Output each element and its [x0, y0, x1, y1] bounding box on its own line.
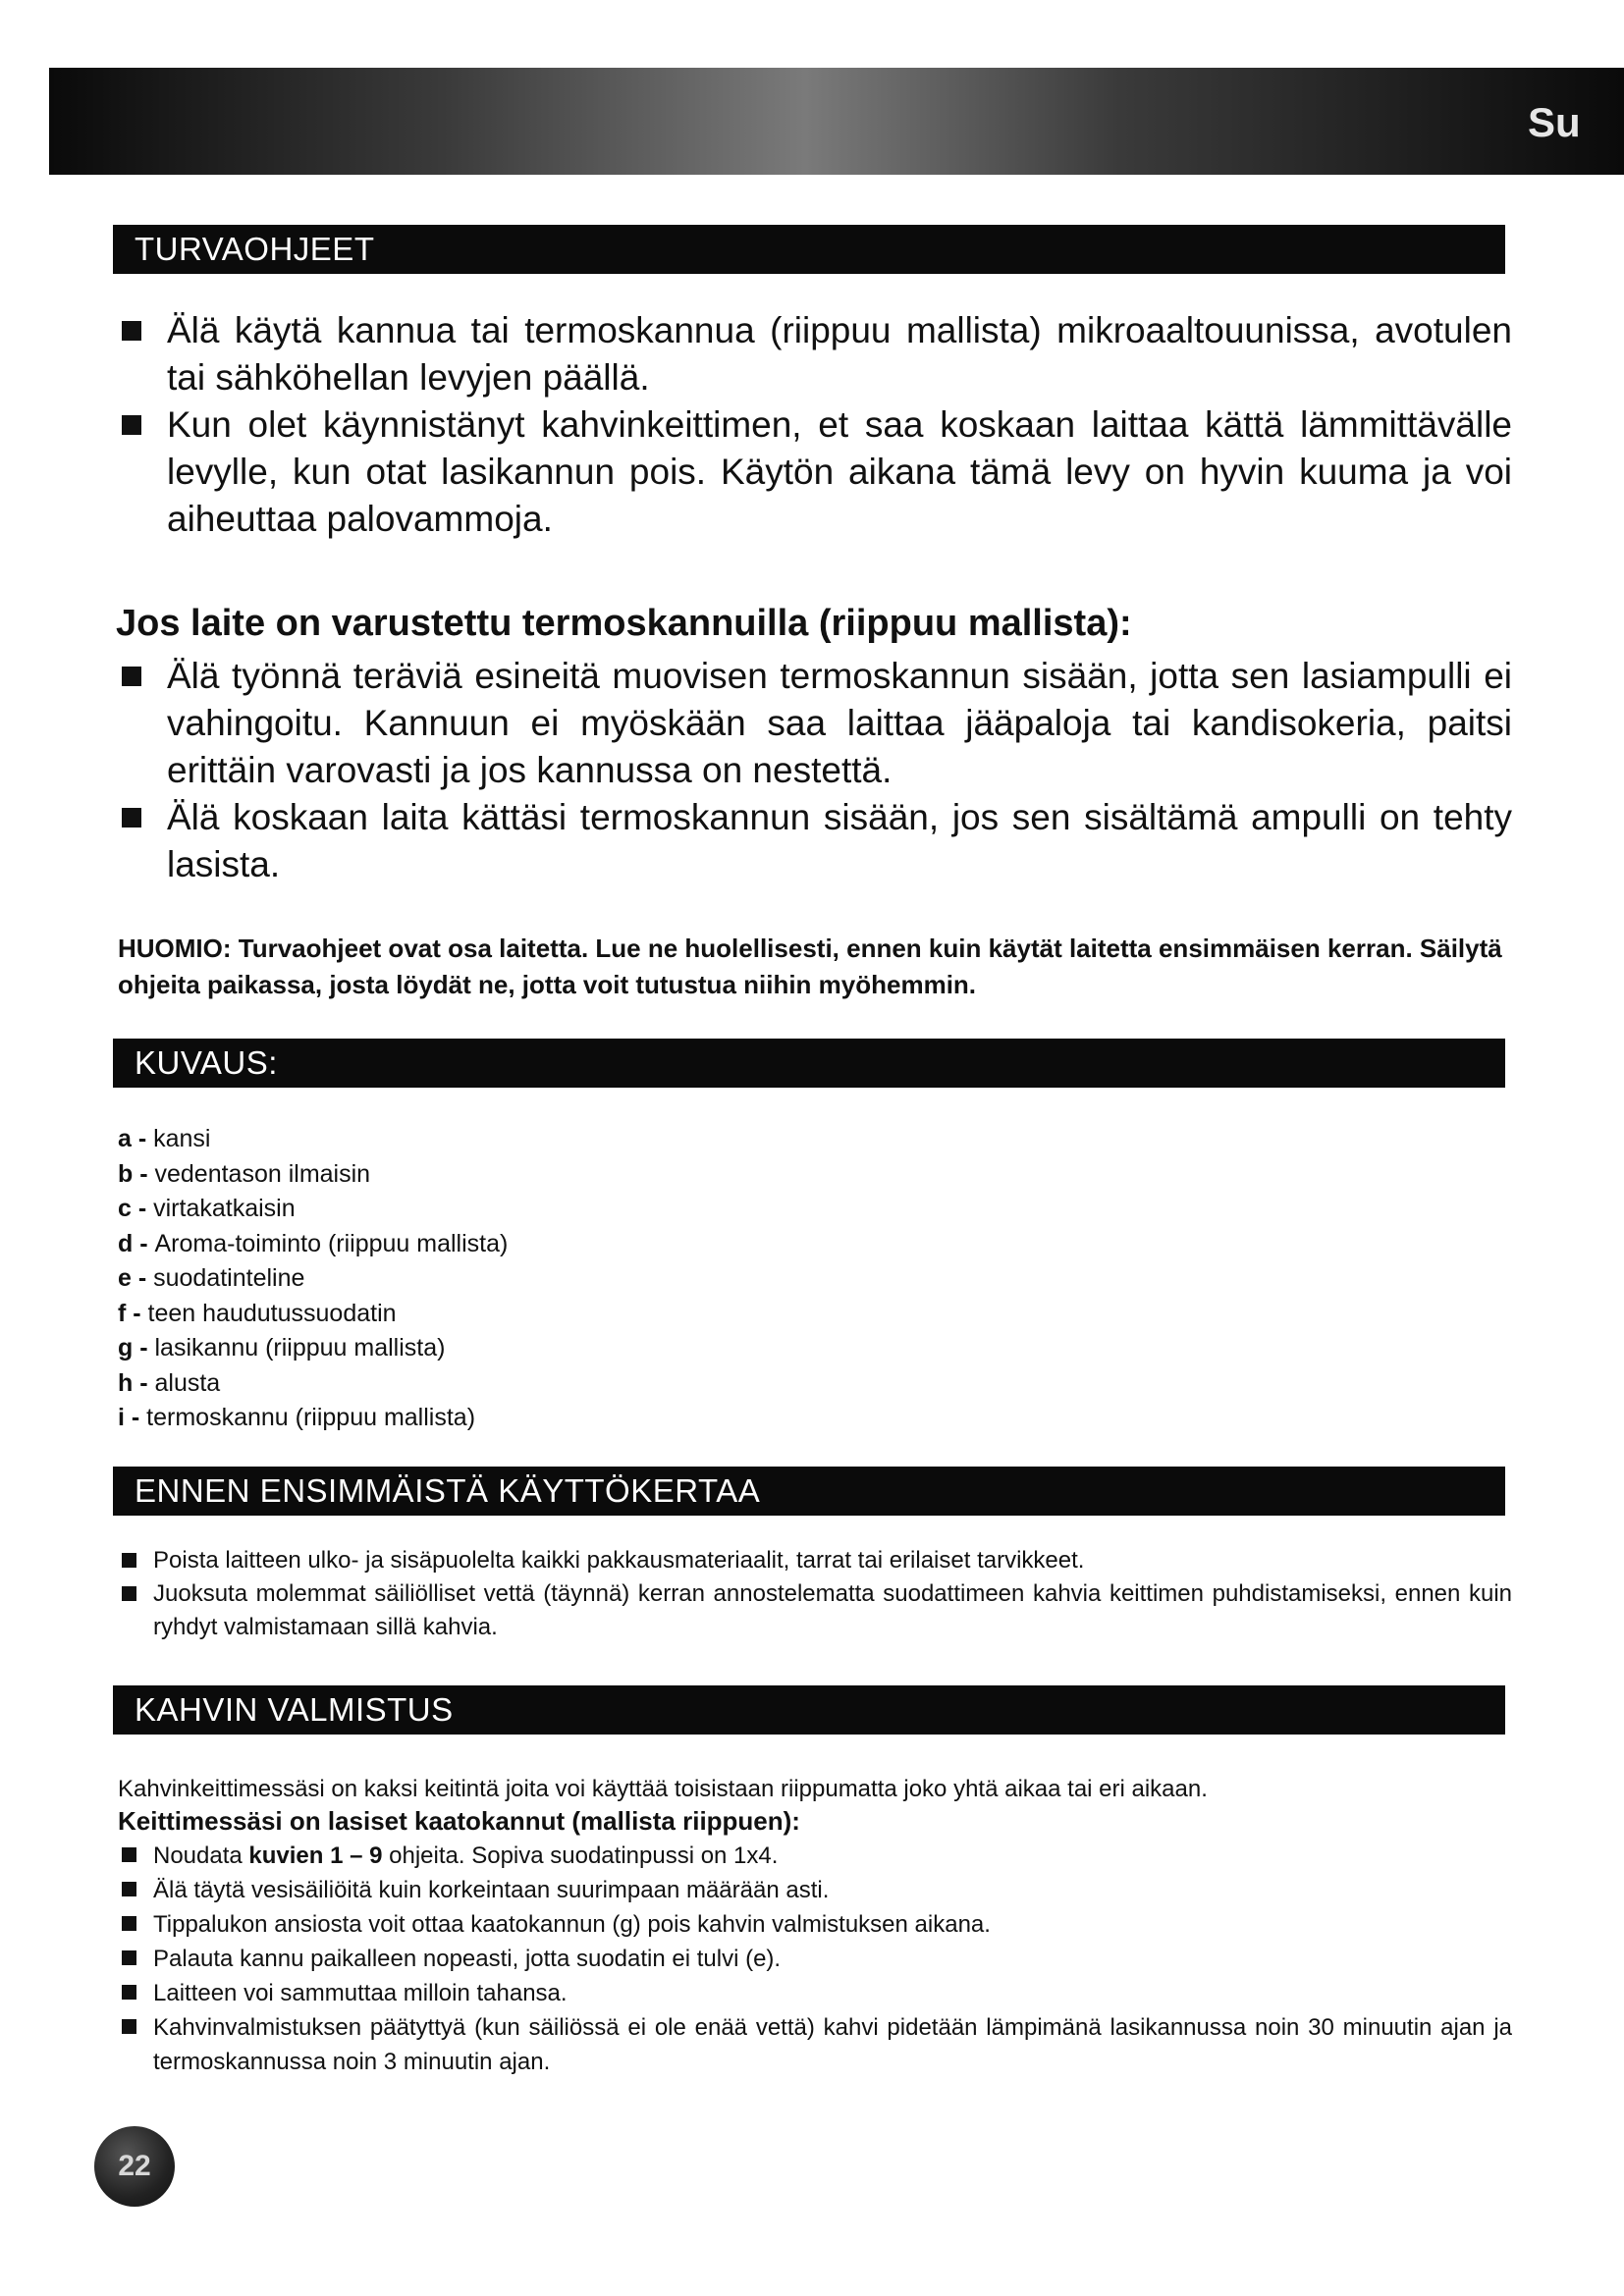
list-item: Laitteen voi sammuttaa milloin tahansa. — [118, 1976, 1512, 2010]
bullet-square-icon — [122, 808, 141, 828]
list-item: Älä täytä vesisäiliöitä kuin korkeintaan suurimpaan määrään asti. — [118, 1873, 1512, 1907]
list-item: i - termoskannu (riippuu mallista) — [118, 1404, 476, 1431]
bullet-square-icon — [122, 1847, 136, 1862]
bullet-square-icon — [122, 1950, 136, 1965]
section-header-safety: TURVAOHJEET — [113, 225, 1505, 274]
bullet-square-icon — [122, 1882, 136, 1896]
safety-list — [118, 307, 1512, 543]
bullet-square-icon — [122, 1586, 136, 1601]
bullet-square-icon — [122, 321, 141, 341]
safety-note — [118, 931, 1512, 1003]
top-banner — [49, 68, 1624, 175]
thermos-list — [118, 653, 1512, 888]
parts-list — [118, 1122, 508, 1436]
list-item: a - kansi — [118, 1125, 211, 1152]
page-number: 22 — [94, 2126, 175, 2207]
list-item: Noudata kuvien 1 – 9 ohjeita. Sopiva suodatinpussi on 1x4. — [118, 1839, 1512, 1873]
glass-carafe-heading: Keittimessäsi on lasiset kaatokannut (mallista riippuen): — [118, 1806, 800, 1836]
section-header-first-use: ENNEN ENSIMMÄISTÄ KÄYTTÖKERTAA — [113, 1467, 1505, 1516]
list-item: h - alusta — [118, 1368, 221, 1397]
list-item: Kahvinvalmistuksen päätyttyä (kun säiliössä ei ole enää vettä) kahvi pidetään lämpimänä lasikannussa noin 30 minuutin ajan ja termoskannussa noin 3 minuutin ajan. — [118, 2010, 1512, 2079]
bullet-square-icon — [122, 415, 141, 435]
language-tab-label: Su — [1528, 99, 1581, 145]
brewing-intro: Kahvinkeittimessäsi on kaksi keitintä joita voi käyttää toisistaan riippumatta joko yhtä aikaa tai eri aikaan. — [118, 1776, 1208, 1802]
bullet-square-icon — [122, 667, 141, 686]
list-item: Kun olet käynnistänyt kahvinkeittimen, et saa koskaan laittaa kättä lämmittävälle levylle, kun otat lasikannun pois. Käytön aikana tämä levy on hyvin kuuma ja voi aiheuttaa palovammoja. — [118, 401, 1512, 543]
first-use-list — [118, 1544, 1512, 1644]
bullet-square-icon — [122, 2019, 136, 2034]
list-item: c - virtakatkaisin — [118, 1195, 296, 1222]
section-header-brewing: KAHVIN VALMISTUS — [113, 1685, 1505, 1735]
list-item: Palauta kannu paikalleen nopeasti, jotta suodatin ei tulvi (e). — [118, 1942, 1512, 1976]
list-item: Tippalukon ansiosta voit ottaa kaatokannun (g) pois kahvin valmistuksen aikana. — [118, 1907, 1512, 1942]
list-item: Juoksuta molemmat säiliölliset vettä (täynnä) kerran annostelematta suodattimeen kahvia keittimen puhdistamiseksi, ennen kuin ryhdyt valmistamaan sillä kahvia. — [118, 1577, 1512, 1644]
list-item: Älä työnnä teräviä esineitä muovisen termoskannun sisään, jotta sen lasiampulli ei vahingoitu. Kannuun ei myöskään saa laittaa jääpaloja tai kandisokeria, paitsi erittäin varovasti ja jos kannussa on nestettä. — [118, 653, 1512, 794]
bullet-square-icon — [122, 1553, 136, 1568]
note-label: HUOMIO: — [118, 934, 232, 963]
thermos-heading: Jos laite on varustettu termoskannuilla (riippuu mallista): — [116, 603, 1132, 644]
list-item: f - teen haudutussuodatin — [118, 1299, 397, 1327]
list-item: Älä käytä kannua tai termoskannua (riippuu mallista) mikroaaltouunissa, avotulen tai sähköhellan levyjen päällä. — [118, 307, 1512, 401]
list-item: b - vedentason ilmaisin — [118, 1159, 371, 1188]
bullet-square-icon — [122, 1985, 136, 2000]
bullet-square-icon — [122, 1916, 136, 1931]
list-item: Älä koskaan laita kättäsi termoskannun sisään, jos sen sisältämä ampulli on tehty lasista. — [118, 794, 1512, 888]
section-header-description: KUVAUS: — [113, 1039, 1505, 1088]
note-text: Turvaohjeet ovat osa laitetta. Lue ne huolellisesti, ennen kuin käytät laitetta ensimmäisen kerran. Säilytä ohjeita paikassa, josta löydät ne, jotta voit tutustua niihin myöhemmin. — [118, 934, 1502, 999]
list-item: e - suodatinteline — [118, 1264, 305, 1292]
brewing-list — [118, 1839, 1512, 2079]
list-item: Poista laitteen ulko- ja sisäpuolelta kaikki pakkausmateriaalit, tarrat tai erilaiset tarvikkeet. — [118, 1544, 1512, 1577]
list-item: g - lasikannu (riippuu mallista) — [118, 1334, 446, 1362]
list-item: d - Aroma-toiminto (riippuu mallista) — [118, 1229, 509, 1257]
figures-reference: kuvien 1 – 9 — [248, 1842, 383, 1869]
